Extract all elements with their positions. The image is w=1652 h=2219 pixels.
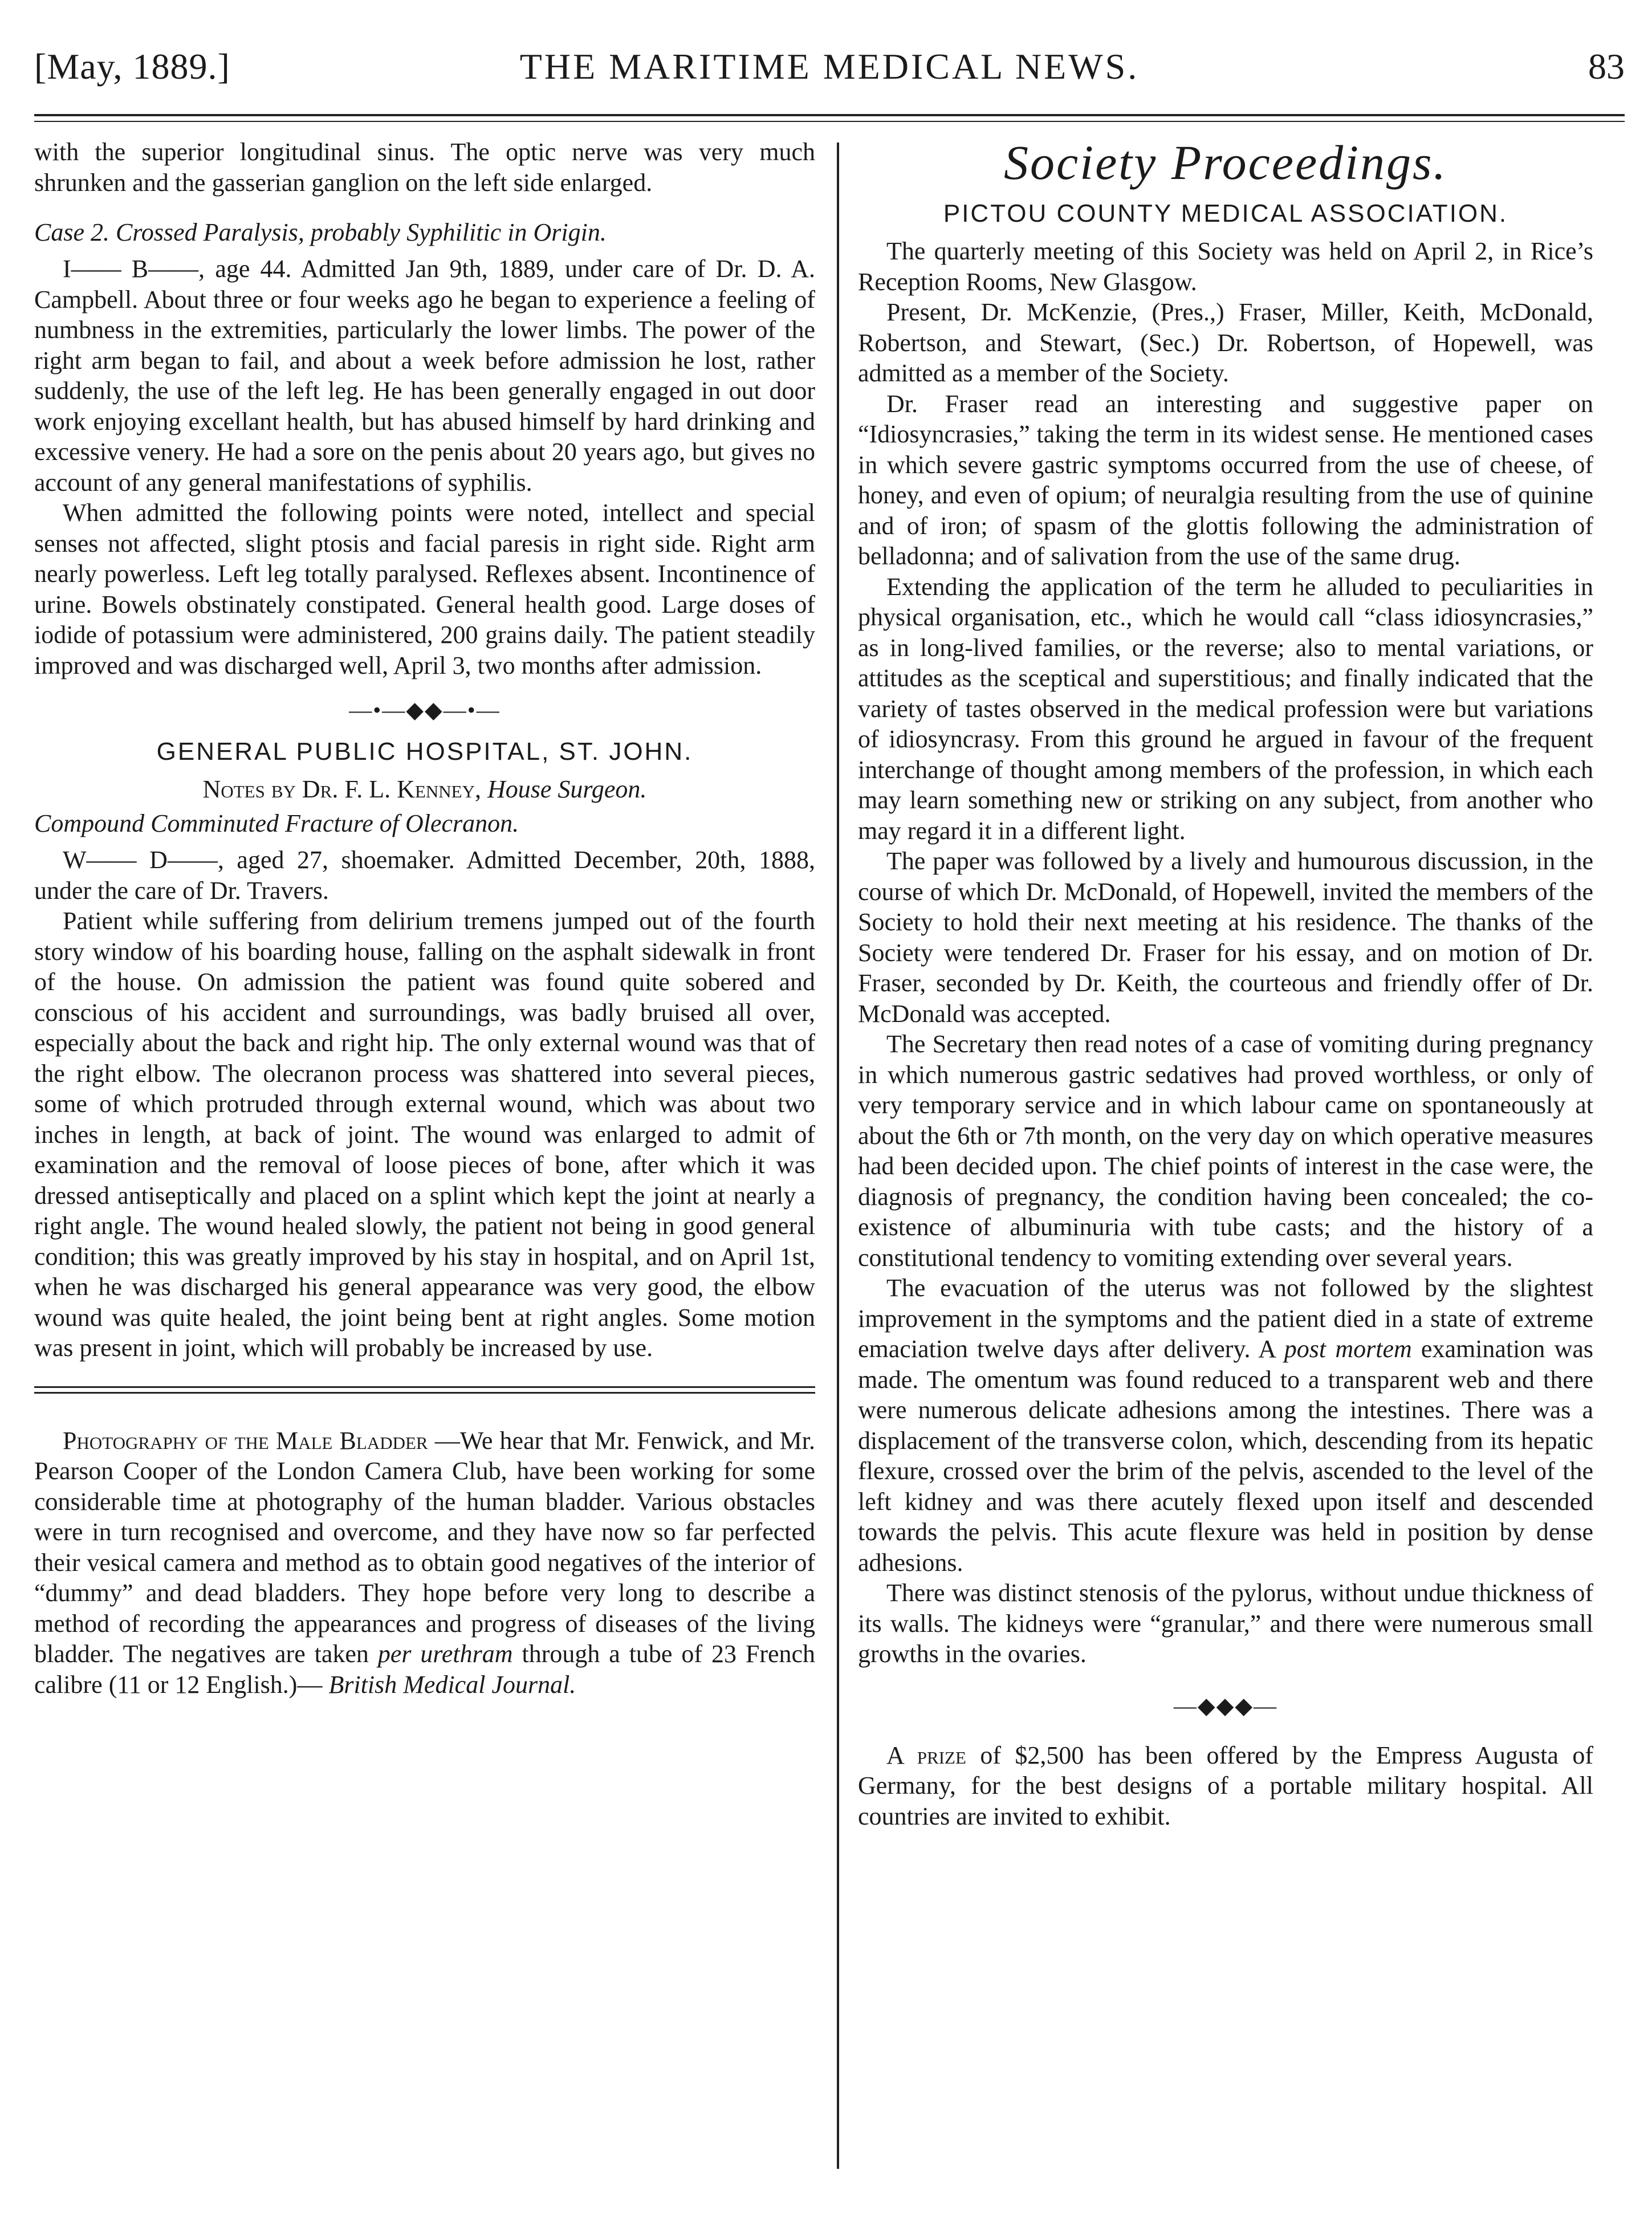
double-rule <box>34 1386 815 1394</box>
case-2-paragraph-2: When admitted the following points were noted, intellect and special senses not affected, slight ptosis and facial paresis in right side. Right arm nearly powerless. Left leg totally paralysed. Reflexes absent. Incontinence of urine. Bowels obstinately constipated. General health good. Large doses of iodide of potassium were administered, 200 grains daily. The patient steadily improved and was discharged well, April 3, two months after admission. <box>34 499 815 679</box>
society-paragraph-1: The quarterly meeting of this Society was held on April 2, in Rice’s Reception Rooms, New Glasgow. <box>858 237 1593 296</box>
society-proceedings-title: Society Proceedings. <box>1004 135 1447 190</box>
fracture-paragraph-2: Patient while suffering from delirium tremens jumped out of the fourth story window of his boarding house, falling on the asphalt sidewalk in front of the house. On admission the patient was found quite sobered and conscious of his accident and surroundings, was badly bruised all over, especially about the back and right hip. The only external wound was that of the right elbow. The olecranon process was shattered into several pieces, some of which protruded through external wound, which was about two inches in length, at back of joint. The wound was enlarged to admit of examination and the removal of loose pieces of bone, after which it was dressed antiseptically and placed on a splint which kept the joint at nearly a right angle. The wound healed slowly, the patient not being in good general condition; this was greatly improved by his stay in hospital, and on April 1st, when he was discharged his general appearance was very good, the elbow wound was quite healed, the joint being bent at right angles. Some motion was present in joint, which will probably be increased by use. <box>34 907 815 1362</box>
prize-text: of $2,500 has been offered by the Empress Augusta of Germany, for the best designs of a portable military hospital. All countries are invited to exhibit. <box>858 1741 1593 1830</box>
prize-paragraph <box>858 1740 1593 1832</box>
fracture-paragraph-1: W—— D——, aged 27, shoemaker. Admitted December, 20th, 1888, under the care of Dr. Travers. <box>34 846 815 905</box>
issue-date: [May, 1889.] <box>34 46 230 87</box>
photography-source: British Medical Journal. <box>328 1670 576 1699</box>
rule-line <box>34 1386 815 1388</box>
photography-text-1: —We hear that Mr. Fenwick, and Mr. Pearson Cooper of the London Camera Club, have been working for some considerable time at photography of the human bladder. Various obstacles were in turn recognised and overcome, and they have now so far perfected their vesical camera and method as to obtain good negatives of the interior of “dummy” and dead bladders. They hope before very long to describe a method of recording the appearances and progress of diseases of the living bladder. The negatives are taken <box>34 1426 815 1668</box>
photography-italic: per urethram <box>377 1640 513 1668</box>
society-paragraph-8: There was distinct stenosis of the pylorus, without undue thickness of its walls. The kidneys were “granular,” and there were numerous small growths in the ovaries. <box>858 1579 1593 1668</box>
intro-paragraph: with the superior longitudinal sinus. The optic nerve was very much shrunken and the gasserian ganglion on the left side enlarged. <box>34 138 815 197</box>
right-column <box>858 137 1593 1831</box>
prize-lead: A prize <box>886 1741 966 1769</box>
header-rule <box>34 114 1625 116</box>
case-2-title: Case 2. Crossed Paralysis, probably Syphilitic in Origin. <box>34 218 607 246</box>
society-paragraph-7 <box>858 1273 1593 1578</box>
photography-text-2: through a tube of 23 French calibre (11 or 12 English.)— <box>34 1640 816 1699</box>
paragraph-7-text-b: examination was made. The omentum was found reduced to a transparent web and there were numerous delicate adhesions among the intestines. There was a displacement of the transverse colon, which, descending from its hepatic flexure, crossed over the brim of the pelvis, ascended to the level of the left kidney and was there acutely flexed upon itself and descended towards the pelvis. This acute flexure was held in position by dense adhesions. <box>858 1335 1594 1577</box>
post-mortem-italic: post mortem <box>1284 1335 1412 1363</box>
header-rule-thin <box>34 121 1625 122</box>
running-header <box>34 46 1625 108</box>
rule-line <box>34 1392 815 1394</box>
society-paragraph-5: The paper was followed by a lively and humourous discussion, in the course of which Dr. McDonald, of Hopewell, invited the members of the Society to hold their next meeting at his residence. The thanks of the Society were tendered Dr. Fraser for his essay, and on motion of Dr. Fraser, seconded by Dr. Keith, the courteous and friendly offer of Dr. McDonald was accepted. <box>858 847 1593 1028</box>
journal-title: THE MARITIME MEDICAL NEWS. <box>519 46 1140 87</box>
fracture-title: Compound Comminuted Fracture of Olecranon. <box>34 809 519 837</box>
society-paragraph-4: Extending the application of the term he alluded to peculiarities in physical organisation, etc., which he would call “class idiosyncrasies,” as in long-lived families, or the reverse; also to mental variations, or attitudes as the sceptical and superstitious; and finally indicated that the variety of tastes observed in the medical profession were but variations of idiosyncrasy. From this ground he argued in favour of the frequent interchange of thought among members of the profession, in which each may learn something new or striking on any subject, from another who may regard it in a different light. <box>858 572 1593 845</box>
case-2-paragraph-1: I—— B——, age 44. Admitted Jan 9th, 1889, under care of Dr. D. A. Campbell. About three or four weeks ago he began to experience a feeling of numbness in the extremities, particularly the lower limbs. The power of the right arm began to fail, and about a week before admission he lost, rather suddenly, the use of the left leg. He has been generally engaged in out door work enjoying excellant health, but has abused himself by hard drinking and excessive venery. He had a sore on the penis about 20 years ago, but gives no account of any general manifestations of syphilis. <box>34 255 815 496</box>
notes-byline <box>34 774 815 805</box>
left-column <box>34 137 815 1700</box>
section-ornament-right: —◆◆◆— <box>1173 1692 1278 1719</box>
society-paragraph-6: The Secretary then read notes of a case of vomiting during pregnancy in which numerous gastric sedatives had proved worthless, or only of very temporary service and in which labour came on spontaneously at about the 6th or 7th month, on the very day on which operative measures had been decided upon. The chief points of interest in the case were, the diagnosis of pregnancy, the condition having been concealed; the co-existence of albuminuria with tube casts; and the history of a constitutional tendency to vomiting extending over several years. <box>858 1030 1593 1272</box>
society-paragraph-3: Dr. Fraser read an interesting and suggestive paper on “Idiosyncrasies,” taking the term in its widest sense. He mentioned cases in which severe gastric symptoms occurred from the use of cheese, of honey, and even of opium; of neuralgia resulting from the use of quinine and of iron; of spasm of the glottis following the administration of belladonna; and of salivation from the use of the same drug. <box>858 389 1593 570</box>
association-title: PICTOU COUNTY MEDICAL ASSOCIATION. <box>943 199 1508 227</box>
society-paragraph-2: Present, Dr. McKenzie, (Pres.,) Fraser, Miller, Keith, McDonald, Robertson, and Stewart, (Sec.) Dr. Robertson, of Hopewell, was admitted as a member of the Society. <box>858 298 1593 387</box>
notes-author: Notes by Dr. F. L. Kenney, <box>202 775 481 803</box>
photography-lead: Photography of the Male Bladder <box>63 1426 428 1455</box>
photography-paragraph <box>34 1426 815 1700</box>
paragraph-7-text-a: The evacuation of the uterus was not followed by the slightest improvement in the symptoms and the patient died in a state of extreme emaciation twelve days after delivery. A <box>858 1274 1593 1363</box>
notes-author-role: House Surgeon. <box>487 775 647 803</box>
page-number: 83 <box>1588 46 1625 87</box>
section-ornament: —•—◆◆—•— <box>349 697 501 723</box>
hospital-section-title: GENERAL PUBLIC HOSPITAL, ST. JOHN. <box>156 738 693 766</box>
column-divider <box>837 142 839 2169</box>
